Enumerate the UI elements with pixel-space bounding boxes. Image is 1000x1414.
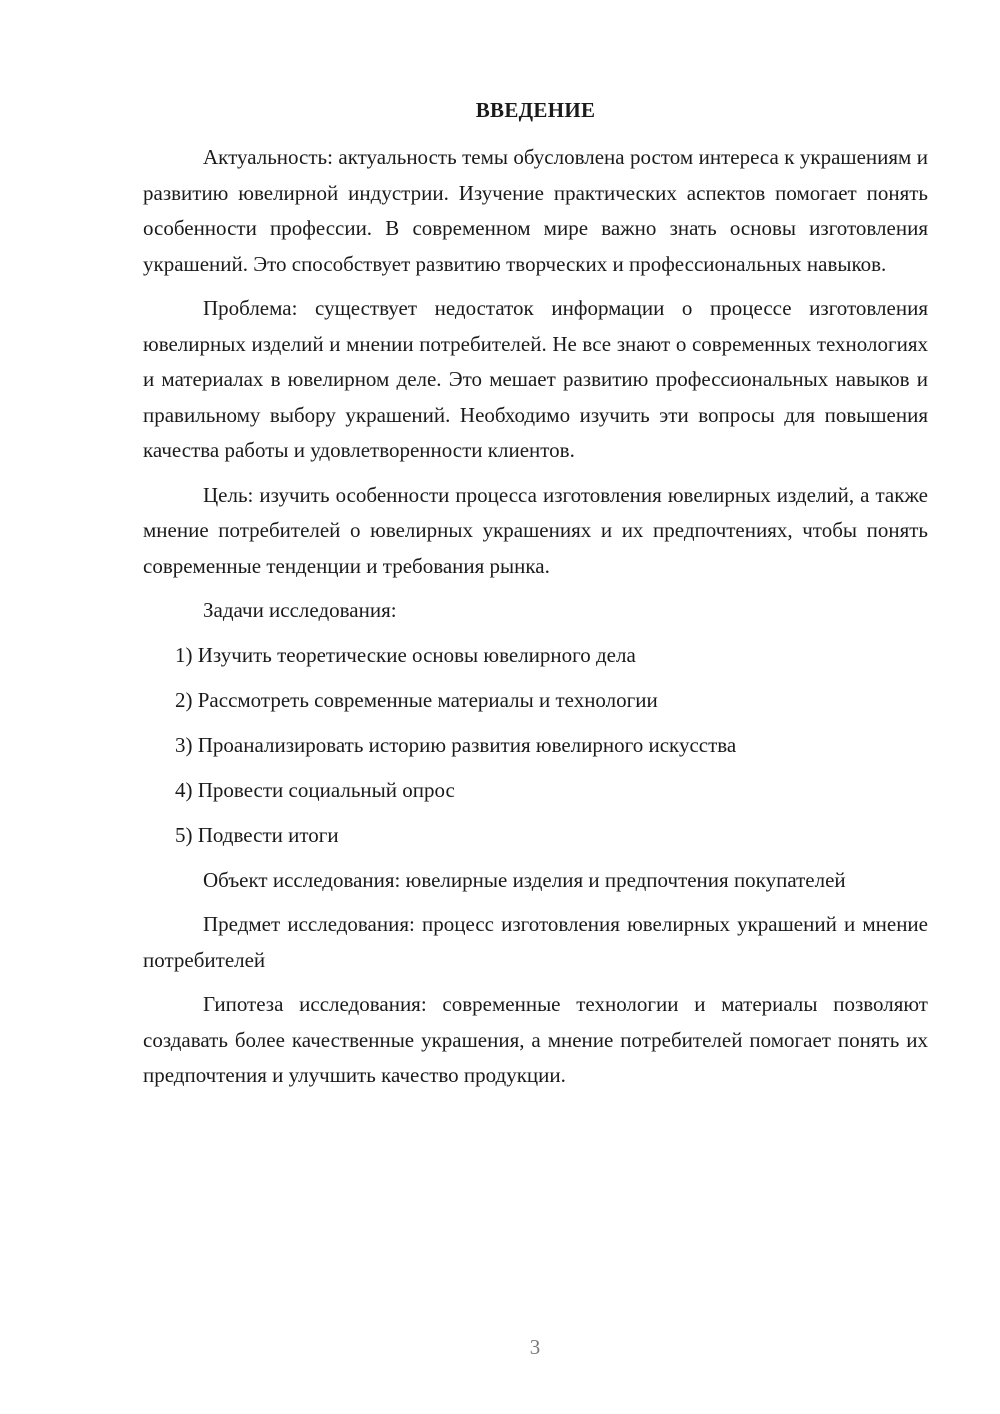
hypothesis-paragraph: Гипотеза исследования: современные технологии и материалы позволяют создавать более качественные украшения, а мнение потребителей помогает понять их предпочтения и улучшить качество продукции. bbox=[143, 992, 928, 1087]
page-title: ВВЕДЕНИЕ bbox=[475, 98, 596, 122]
task-item-3: 3) Проанализировать историю развития ювелирного искусства bbox=[175, 732, 737, 757]
object-paragraph: Объект исследования: ювелирные изделия и предпочтения покупателей bbox=[203, 867, 846, 892]
task-item-1: 1) Изучить теоретические основы ювелирного дела bbox=[175, 642, 636, 667]
document-page bbox=[143, 96, 928, 1103]
page-number: 3 bbox=[529, 1335, 541, 1359]
task-item-5: 5) Подвести итоги bbox=[175, 822, 339, 847]
task-item-4: 4) Провести социальный опрос bbox=[175, 777, 455, 802]
relevance-paragraph: Актуальность: актуальность темы обусловлена ростом интереса к украшениям и развитию ювелирной индустрии. Изучение практических аспектов помогает понять особенности профессии. В современном мире важно знать основы изготовления украшений. Это способствует развитию творческих и профессиональных навыков. bbox=[143, 145, 928, 276]
task-item-2: 2) Рассмотреть современные материалы и технологии bbox=[175, 687, 658, 712]
problem-paragraph: Проблема: существует недостаток информации о процессе изготовления ювелирных изделий и мнении потребителей. Не все знают о современных технологиях и материалах в ювелирном деле. Это мешает развитию профессиональных навыков и правильному выбору украшений. Необходимо изучить эти вопросы для повышения качества работы и удовлетворенности клиентов. bbox=[143, 296, 928, 462]
tasks-title: Задачи исследования: bbox=[203, 598, 397, 622]
task-list bbox=[143, 638, 928, 854]
goal-paragraph: Цель: изучить особенности процесса изготовления ювелирных изделий, а также мнение потребителей о ювелирных украшениях и их предпочтениях, чтобы понять современные тенденции и требования рынка. bbox=[143, 482, 928, 578]
subject-paragraph: Предмет исследования: процесс изготовления ювелирных украшений и мнение потребителей bbox=[143, 912, 928, 972]
